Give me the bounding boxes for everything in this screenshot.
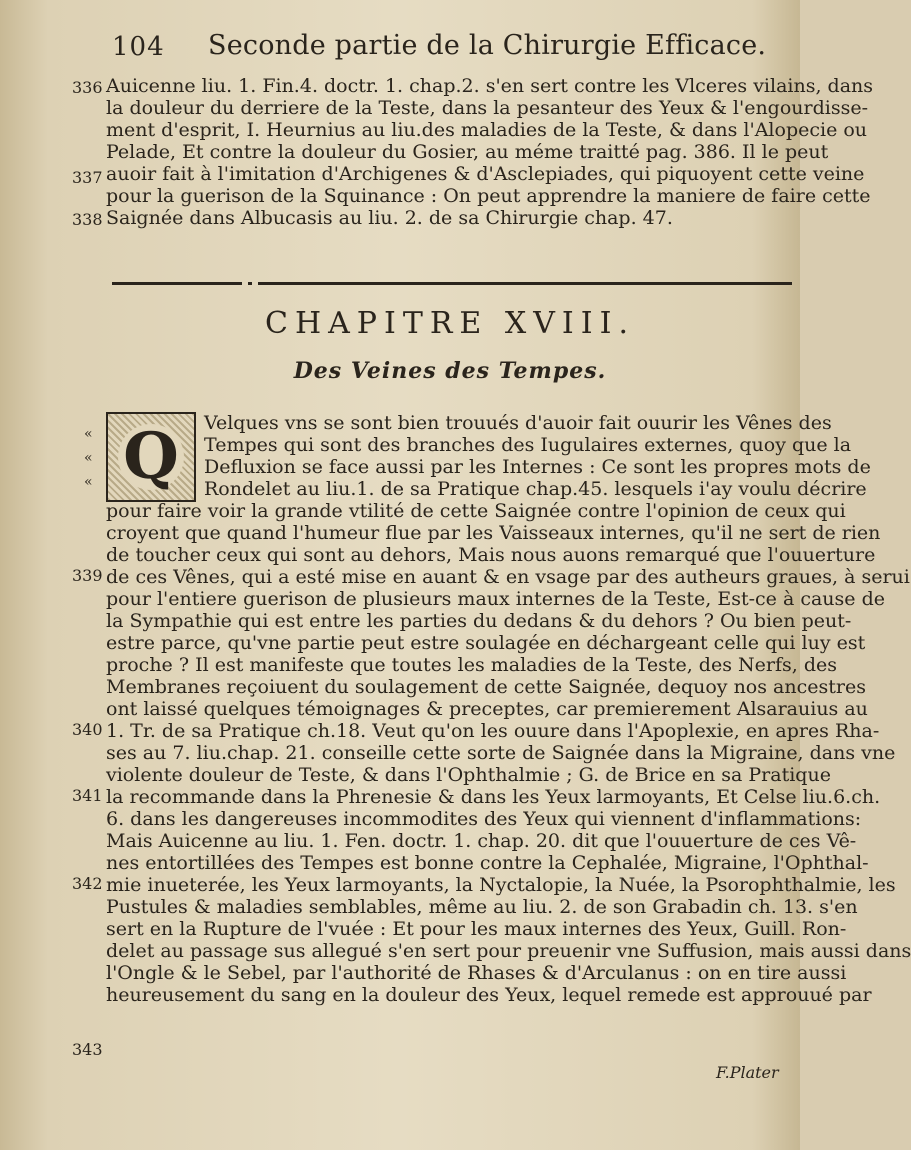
rule-segment [258, 282, 792, 285]
text-line: Velques vns se sont bien trouués d'auoir fait ouurir les Vênes des [204, 412, 832, 434]
text-line: Rondelet au liu.1. de sa Pratique chap.45. lesquels i'ay voulu décrire [204, 478, 867, 500]
text-line: violente douleur de Teste, & dans l'Ophthalmie ; G. de Brice en sa Pratique [106, 764, 831, 786]
text-line: Tempes qui sont des branches des Iugulaires externes, quoy que la [204, 434, 852, 456]
chapter-subtitle: Des Veines des Tempes. [293, 358, 607, 384]
running-head: Seconde partie de la Chirurgie Efficace. [208, 30, 767, 61]
quote-mark: « [84, 450, 93, 466]
catchword: F.Plater [716, 1063, 779, 1082]
quote-mark: « [84, 474, 93, 490]
rule-segment [248, 282, 252, 285]
text-line: de ces Vênes, qui a esté mise en auant & en vsage par des autheurs graues, à serui [106, 566, 910, 588]
text-line: la Sympathie qui est entre les parties du dedans & du dehors ? Ou bien peut- [106, 610, 852, 632]
page-header [108, 28, 798, 68]
drop-cap-letter: Q [118, 424, 184, 490]
top-paragraph [106, 75, 874, 229]
text-line: 1. Tr. de sa Pratique ch.18. Veut qu'on les ouure dans l'Apoplexie, en apres Rha- [106, 720, 880, 742]
page-number: 104 [112, 32, 165, 62]
text-line: Pelade, Et contre la douleur du Gosier, au méme traitté pag. 386. Il le peut [106, 141, 829, 163]
margin-number: 337 [72, 168, 103, 187]
margin-number: 342 [72, 874, 103, 893]
text-line: pour faire voir la grande vtilité de cette Saignée contre l'opinion de ceux qui [106, 500, 846, 522]
margin-number: 336 [72, 78, 103, 97]
quote-mark: « [84, 426, 93, 442]
text-line: nes entortillées des Tempes est bonne contre la Cephalée, Migraine, l'Ophthal- [106, 852, 869, 874]
margin-number: 341 [72, 786, 103, 805]
text-line: la recommande dans la Phrenesie & dans les Yeux larmoyants, Et Celse liu.6.ch. [106, 786, 881, 808]
text-line: ses au 7. liu.chap. 21. conseille cette sorte de Saignée dans la Migraine, dans vne [106, 742, 896, 764]
text-line: auoir fait à l'imitation d'Archigenes & d'Asclepiades, qui piquoyent cette veine [106, 163, 865, 185]
text-line: 6. dans les dangereuses incommodites des Yeux qui viennent d'inflammations: [106, 808, 862, 830]
rule-segment [112, 282, 242, 285]
chapter-title: CHAPITRE XVIII. [265, 306, 635, 341]
text-line: Auicenne liu. 1. Fin.4. doctr. 1. chap.2. s'en sert contre les Vlceres vilains, dans [106, 75, 874, 97]
text-line: Membranes reçoiuent du soulagement de cette Saignée, dequoy nos ancestres [106, 676, 866, 698]
margin-number: 340 [72, 720, 103, 739]
text-line: pour la guerison de la Squinance : On peut apprendre la maniere de faire cette [106, 185, 871, 207]
text-line: proche ? Il est manifeste que toutes les maladies de la Teste, des Nerfs, des [106, 654, 837, 676]
text-line: l'Ongle & le Sebel, par l'authorité de Rhases & d'Arculanus : on en tire aussi [106, 962, 847, 984]
section-rule [112, 282, 792, 286]
text-line: croyent que quand l'humeur flue par les Vaisseaux internes, qu'il ne sert de rien [106, 522, 881, 544]
text-line: Defluxion se face aussi par les Internes : Ce sont les propres mots de [204, 456, 871, 478]
text-line: sert en la Rupture de l'vuée : Et pour les maux internes des Yeux, Guill. Ron- [106, 918, 847, 940]
text-line: de toucher ceux qui sont au dehors, Mais nous auons remarqué que l'ouuerture [106, 544, 876, 566]
text-line: la douleur du derriere de la Teste, dans la pesanteur des Yeux & l'engourdisse- [106, 97, 869, 119]
text-line: pour l'entiere guerison de plusieurs maux internes de la Teste, Est-ce à cause de [106, 588, 885, 610]
text-line: mie inueterée, les Yeux larmoyants, la Nyctalopie, la Nuée, la Psorophthalmie, les [106, 874, 896, 896]
text-line: Mais Auicenne au liu. 1. Fen. doctr. 1. chap. 20. dit que l'ouuerture de ces Vê- [106, 830, 857, 852]
text-line: heureusement du sang en la douleur des Yeux, lequel remede est approuué par [106, 984, 872, 1006]
margin-number: 343 [72, 1040, 103, 1059]
margin-number: 338 [72, 210, 103, 229]
text-line: ont laissé quelques témoignages & preceptes, car premierement Alsarauius au [106, 698, 868, 720]
text-line: Pustules & maladies semblables, même au liu. 2. de son Grabadin ch. 13. s'en [106, 896, 858, 918]
text-line: ment d'esprit, I. Heurnius au liu.des maladies de la Teste, & dans l'Alopecie ou [106, 119, 868, 141]
margin-number: 339 [72, 566, 103, 585]
text-line: Saignée dans Albucasis au liu. 2. de sa Chirurgie chap. 47. [106, 207, 673, 229]
text-line: delet au passage sus allegué s'en sert pour preuenir vne Suffusion, mais aussi dans [106, 940, 911, 962]
text-line: estre parce, qu'vne partie peut estre soulagée en déchargeant celle qui luy est [106, 632, 866, 654]
chapter-body [106, 412, 911, 1006]
